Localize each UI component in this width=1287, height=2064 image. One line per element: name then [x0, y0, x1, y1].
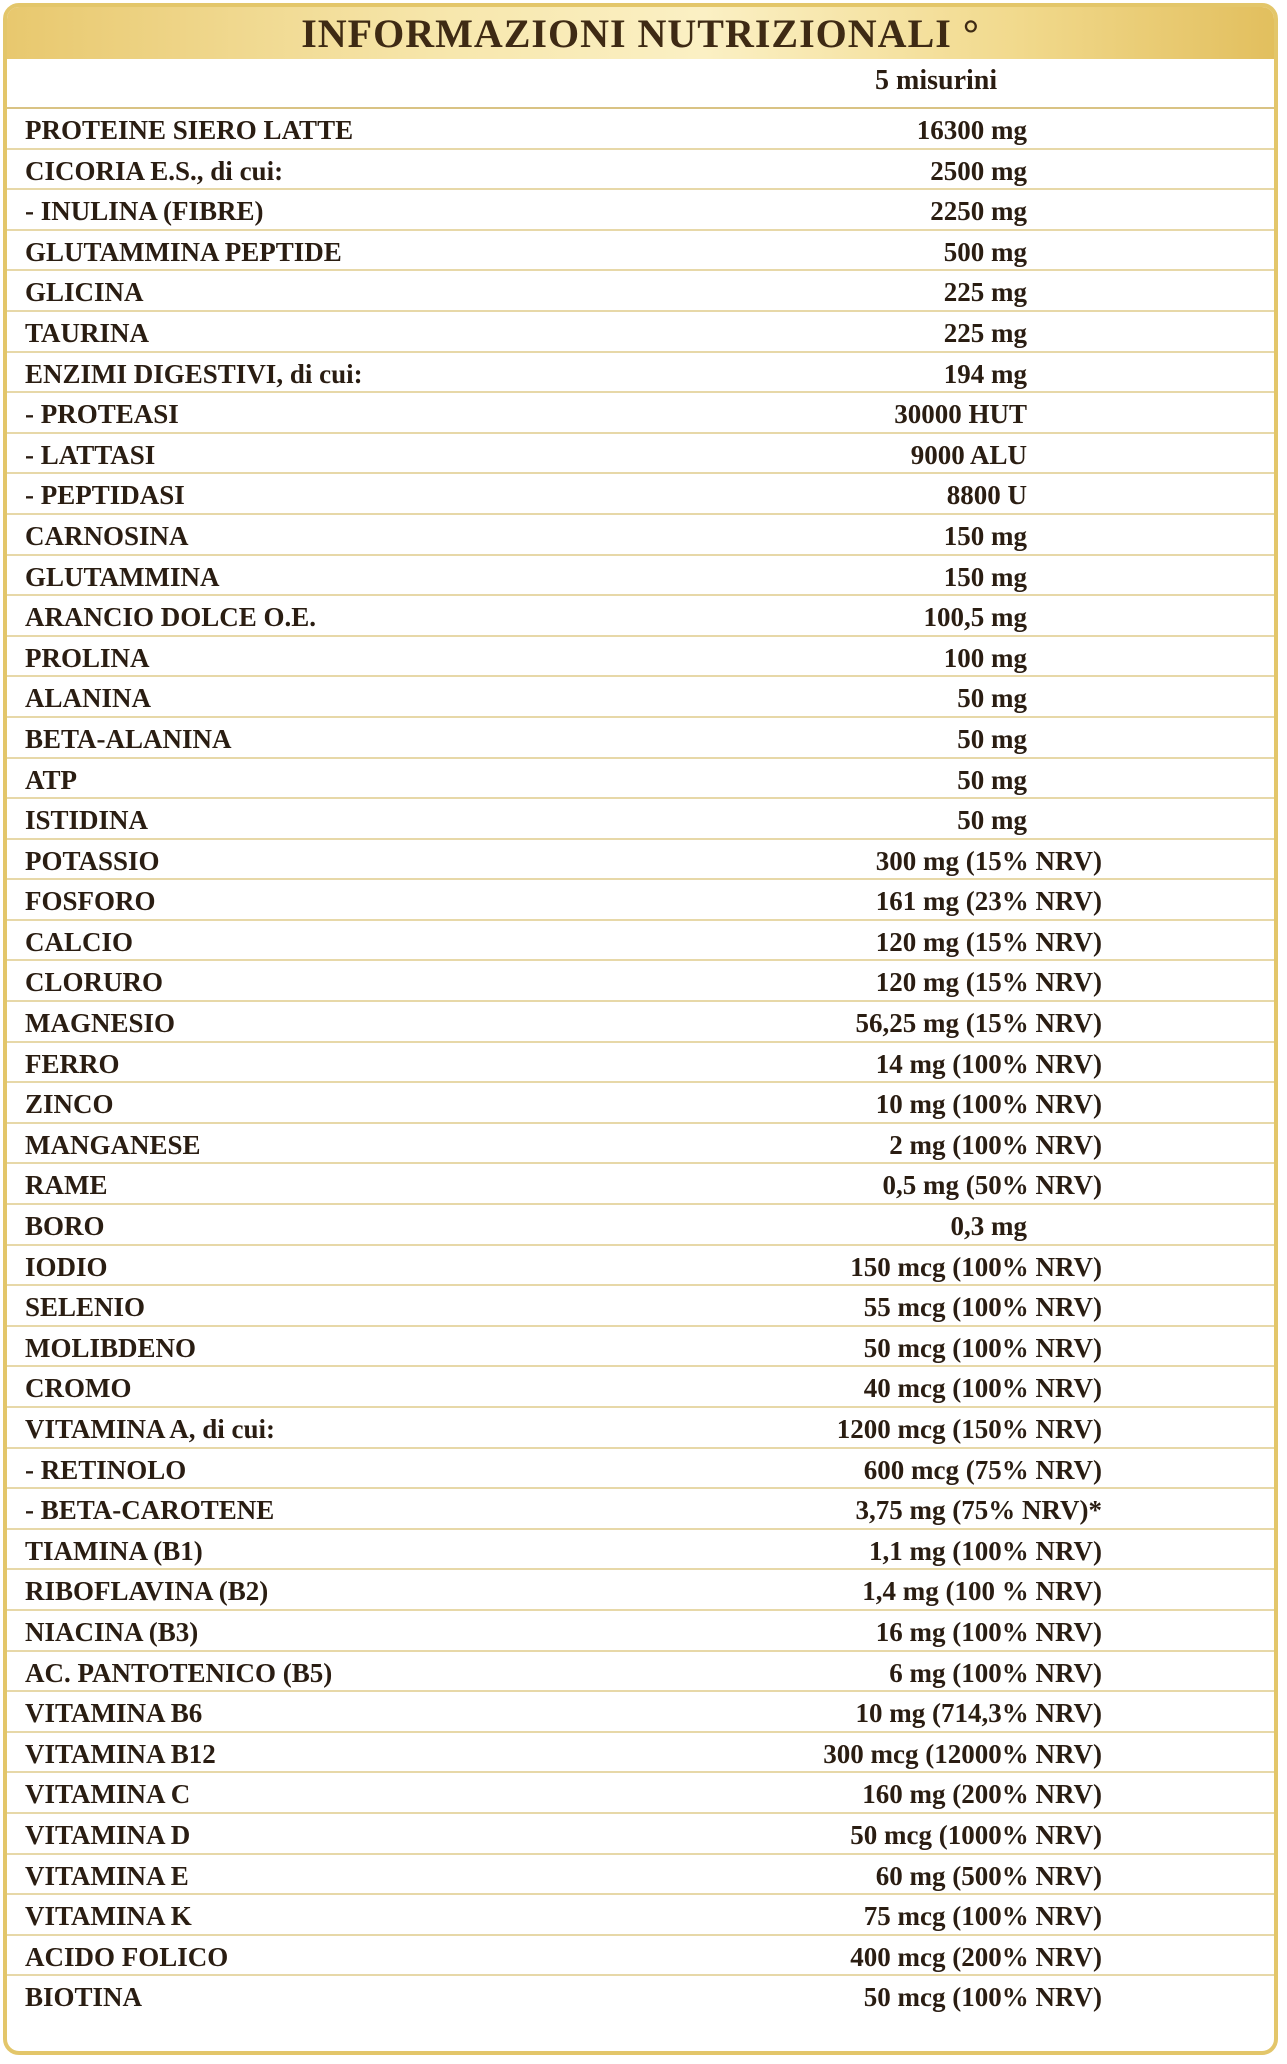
nutrient-amount: 50 mg [957, 764, 1027, 795]
nutrient-name: - INULINA (FIBRE) [25, 196, 264, 227]
table-row [7, 1367, 1274, 1408]
table-row [7, 1408, 1274, 1449]
nutrient-amount: 50 mg [957, 723, 1027, 754]
nutrient-amount: 10 mg (714,3% NRV) [855, 1698, 1102, 1729]
nutrient-name: BORO [25, 1211, 105, 1242]
nutrient-amount: 120 mg (15% NRV) [875, 967, 1102, 998]
table-row [7, 150, 1274, 191]
table-row [7, 312, 1274, 353]
table-row [7, 1489, 1274, 1530]
nutrient-name: CALCIO [25, 926, 134, 957]
nutrient-name: TIAMINA (B1) [25, 1535, 203, 1566]
nutrient-name: ARANCIO DOLCE O.E. [25, 602, 317, 633]
nutrient-amount: 120 mg (15% NRV) [875, 926, 1102, 957]
nutrient-amount: 2 mg (100% NRV) [889, 1129, 1102, 1160]
nutrient-amount: 50 mg [957, 805, 1027, 836]
nutrient-amount: 100 mg [943, 642, 1027, 673]
table-row [7, 677, 1274, 718]
nutrient-amount: 160 mg (200% NRV) [862, 1779, 1102, 1810]
table-row [7, 1773, 1274, 1814]
nutrient-amount: 1,4 mg (100 % NRV) [862, 1576, 1102, 1607]
table-row [7, 474, 1274, 515]
table-row [7, 921, 1274, 962]
table-row [7, 840, 1274, 881]
nutrient-name: VITAMINA C [25, 1779, 191, 1810]
nutrient-amount: 150 mg [943, 561, 1027, 592]
nutrient-amount: 2500 mg [930, 155, 1027, 186]
nutrient-name: AC. PANTOTENICO (B5) [25, 1657, 333, 1688]
nutrient-name: RIBOFLAVINA (B2) [25, 1576, 269, 1607]
nutrient-name: GLUTAMMINA [25, 561, 220, 592]
nutrient-name: CARNOSINA [25, 520, 189, 551]
nutrient-amount: 225 mg [943, 277, 1027, 308]
table-row [7, 1936, 1274, 1977]
table-row [7, 1570, 1274, 1611]
table-row [7, 637, 1274, 678]
table-row [7, 353, 1274, 394]
nutrient-amount: 500 mg [943, 236, 1027, 267]
nutrient-amount: 1200 mcg (150% NRV) [836, 1414, 1102, 1444]
nutrient-name: CLORURO [25, 967, 164, 998]
table-row [7, 1002, 1274, 1043]
table-row [7, 799, 1274, 840]
nutrient-name: CICORIA E.S., di cui: [25, 155, 284, 186]
nutrient-name: GLUTAMMINA PEPTIDE [25, 236, 342, 267]
nutrient-name: GLICINA [25, 277, 144, 308]
nutrient-name: ALANINA [25, 683, 152, 714]
nutrient-name: ISTIDINA [25, 805, 149, 836]
nutrient-name: IODIO [25, 1251, 108, 1282]
table-row [7, 1895, 1274, 1936]
table-row [7, 1286, 1274, 1327]
nutrient-name: - PROTEASI [25, 399, 179, 430]
nutrient-amount: 1,1 mg (100% NRV) [868, 1535, 1102, 1566]
nutrient-amount: 40 mcg (100% NRV) [863, 1373, 1102, 1404]
nutrient-amount: 50 mcg (100% NRV) [863, 1982, 1102, 2013]
nutrient-amount: 150 mcg (100% NRV) [850, 1251, 1102, 1282]
nutrient-name: BETA-ALANINA [25, 723, 232, 754]
nutrient-name: VITAMINA E [25, 1860, 189, 1891]
table-row [7, 515, 1274, 556]
nutrient-name: POTASSIO [25, 845, 160, 876]
nutrient-amount: 3,75 mg (75% NRV)* [855, 1495, 1102, 1526]
nutrient-amount: 194 mg [943, 358, 1027, 389]
table-row [7, 961, 1274, 1002]
table-row [7, 190, 1274, 231]
table-row [7, 1530, 1274, 1571]
nutrient-amount: 300 mg (15% NRV) [875, 845, 1102, 876]
column-header-row [7, 59, 1274, 109]
nutrient-name: - LATTASI [25, 439, 156, 470]
nutrient-name: PROLINA [25, 642, 150, 673]
nutrient-amount: 0,3 mg [950, 1211, 1027, 1242]
table-row [7, 718, 1274, 759]
table-row [7, 556, 1274, 597]
nutrient-name: TAURINA [25, 317, 150, 348]
table-row [7, 1124, 1274, 1165]
table-row [7, 1205, 1274, 1246]
table-row [7, 393, 1274, 434]
nutrient-amount: 50 mg [957, 683, 1027, 714]
nutrient-amount: 161 mg (23% NRV) [875, 886, 1102, 917]
nutrient-table [7, 109, 1274, 2017]
nutrient-name: MOLIBDENO [25, 1332, 197, 1363]
nutrient-name: ACIDO FOLICO [25, 1941, 229, 1972]
nutrient-name: MANGANESE [25, 1129, 201, 1160]
table-row [7, 1083, 1274, 1124]
table-row [7, 231, 1274, 272]
nutrient-name: ATP [25, 764, 77, 795]
nutrient-amount: 225 mg [943, 317, 1027, 348]
nutrient-name: VITAMINA A, di cui: [25, 1414, 276, 1444]
nutrient-name: FERRO [25, 1048, 120, 1079]
nutrient-amount: 600 mcg (75% NRV) [863, 1454, 1102, 1485]
table-row [7, 1976, 1274, 2017]
nutrient-name: - BETA-CAROTENE [25, 1495, 275, 1526]
nutrient-name: PROTEINE SIERO LATTE [25, 115, 354, 145]
nutrient-amount: 300 mcg (12000% NRV) [823, 1738, 1102, 1769]
nutrient-name: - PEPTIDASI [25, 480, 185, 511]
nutrient-name: ENZIMI DIGESTIVI, di cui: [25, 358, 363, 389]
nutrient-amount: 16300 mg [916, 115, 1027, 145]
table-row [7, 759, 1274, 800]
nutrient-name: BIOTINA [25, 1982, 143, 2013]
table-row [7, 1043, 1274, 1084]
nutrient-amount: 30000 HUT [894, 399, 1027, 430]
nutrient-amount: 16 mg (100% NRV) [875, 1616, 1102, 1647]
nutrient-name: VITAMINA D [25, 1819, 191, 1850]
nutrient-name: CROMO [25, 1373, 132, 1404]
nutrient-amount: 2250 mg [930, 196, 1027, 227]
nutrient-name: VITAMINA K [25, 1901, 192, 1932]
nutrient-amount: 75 mcg (100% NRV) [863, 1901, 1102, 1932]
nutrient-amount: 150 mg [943, 520, 1027, 551]
table-row [7, 1246, 1274, 1287]
nutrient-amount: 100,5 mg [923, 602, 1027, 633]
nutrient-amount: 50 mcg (100% NRV) [863, 1332, 1102, 1363]
table-row [7, 1733, 1274, 1774]
nutrient-amount: 10 mg (100% NRV) [875, 1089, 1102, 1120]
nutrient-name: RAME [25, 1170, 108, 1201]
nutrient-name: MAGNESIO [25, 1008, 176, 1039]
table-row [7, 1855, 1274, 1896]
nutrient-amount: 8800 U [946, 480, 1027, 511]
table-row [7, 1692, 1274, 1733]
nutrient-name: ZINCO [25, 1089, 114, 1120]
page-title: INFORMAZIONI NUTRIZIONALI ° [301, 10, 980, 56]
nutrient-amount: 55 mcg (100% NRV) [863, 1292, 1102, 1323]
table-row [7, 109, 1274, 150]
nutrient-amount: 400 mcg (200% NRV) [850, 1941, 1102, 1972]
table-row [7, 596, 1274, 637]
nutrient-name: NIACINA (B3) [25, 1616, 199, 1647]
nutrient-name: SELENIO [25, 1292, 146, 1323]
nutrient-amount: 50 mcg (1000% NRV) [850, 1819, 1102, 1850]
nutrient-name: - RETINOLO [25, 1454, 187, 1485]
nutrient-amount: 60 mg (500% NRV) [875, 1860, 1102, 1891]
table-row [7, 880, 1274, 921]
table-row [7, 1164, 1274, 1205]
column-header-serving: 5 misurini [875, 65, 998, 96]
table-row [7, 1327, 1274, 1368]
header-bar [7, 7, 1274, 59]
nutrient-amount: 9000 ALU [910, 439, 1027, 470]
nutrient-name: VITAMINA B12 [25, 1738, 216, 1769]
nutrient-amount: 0,5 mg (50% NRV) [882, 1170, 1102, 1201]
table-row [7, 434, 1274, 475]
table-row [7, 1611, 1274, 1652]
nutrient-amount: 56,25 mg (15% NRV) [855, 1008, 1102, 1039]
nutrition-facts-panel [3, 3, 1278, 2055]
table-row [7, 1449, 1274, 1490]
nutrient-name: VITAMINA B6 [25, 1698, 203, 1729]
nutrient-name: FOSFORO [25, 886, 156, 917]
table-row [7, 271, 1274, 312]
nutrient-amount: 6 mg (100% NRV) [889, 1657, 1102, 1688]
table-row [7, 1814, 1274, 1855]
table-row [7, 1652, 1274, 1693]
nutrient-amount: 14 mg (100% NRV) [875, 1048, 1102, 1079]
